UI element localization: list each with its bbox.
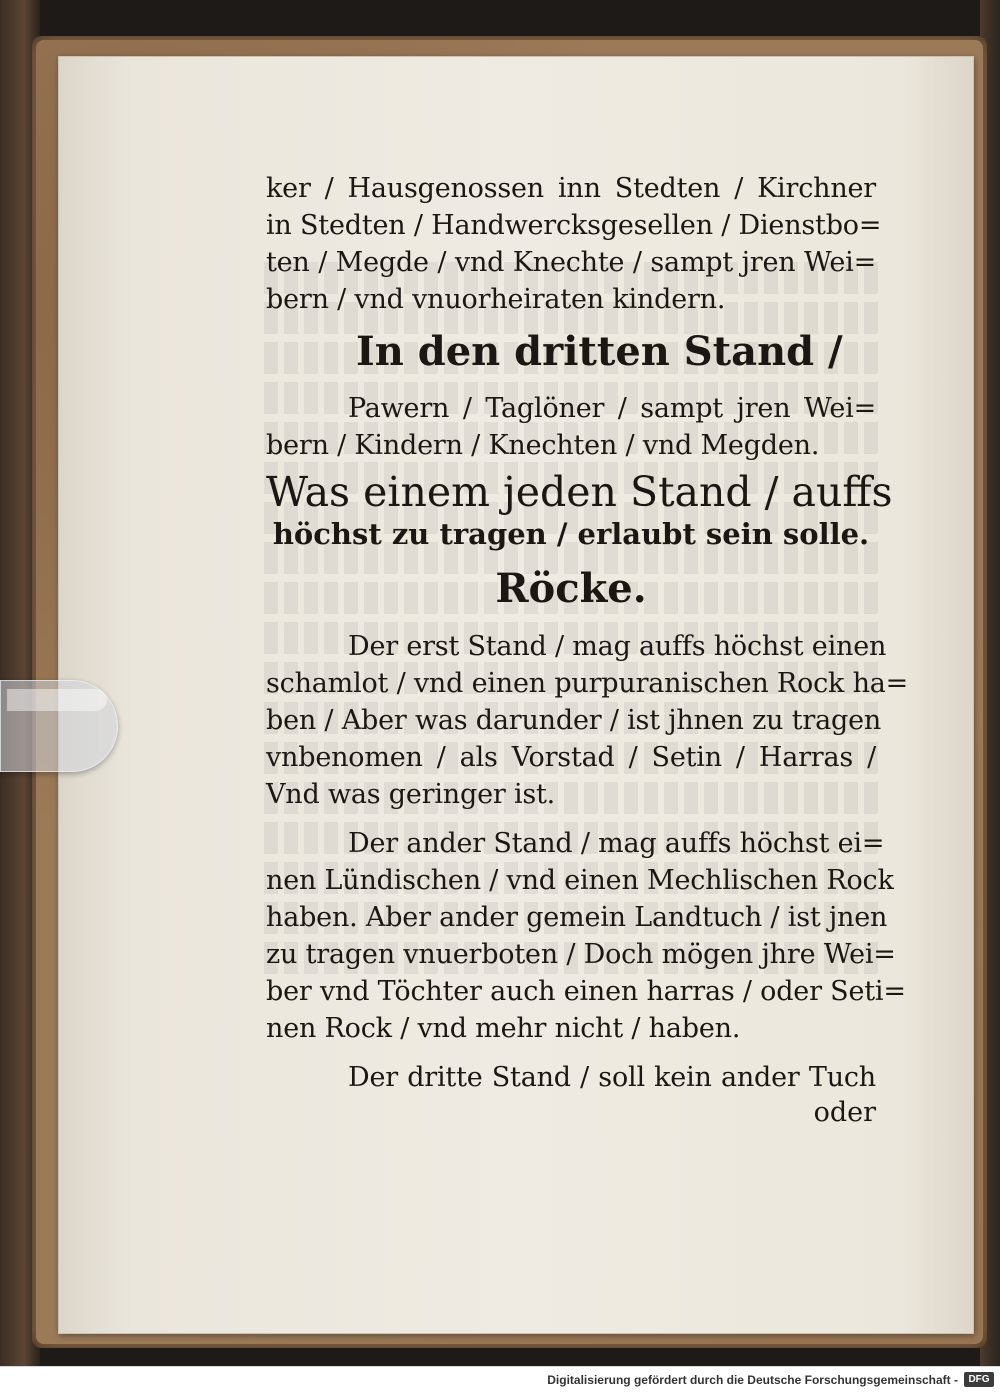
text-line: Der dritte Stand / soll kein ander Tuch <box>348 1062 876 1093</box>
heading-third-estate: In den dritten Stand / <box>356 328 843 375</box>
text-line: Pawern / Taglöner / sampt jren Wei= <box>348 393 876 424</box>
page-text <box>266 170 909 1130</box>
heading-allowed-line2: höchst zu tragen / erlaubt sein solle. <box>272 517 870 551</box>
text-line: bern / vnd vnuorheiraten kindern. <box>266 284 726 315</box>
funding-note: Digitalisierung gefördert durch die Deutsche Forschungsgemeinschaft - <box>547 1373 958 1387</box>
dfg-logo: DFG <box>964 1372 994 1387</box>
text-line: nen Lündischen / vnd einen Mechlischen Rock <box>266 865 894 896</box>
text-line: Vnd was geringer ist. <box>266 779 556 810</box>
catchword: oder <box>813 1097 876 1128</box>
page-clip-tab <box>0 680 118 772</box>
text-line: haben. Aber ander gemein Landtuch / ist jnen <box>266 902 888 933</box>
heading-coats: Röcke. <box>495 565 647 612</box>
text-line: ker / Hausgenossen inn Stedten / Kirchner <box>266 173 876 204</box>
text-line: vnbenomen / als Vorstad / Setin / Harras / <box>266 742 876 773</box>
text-line: zu tragen vnuerboten / Doch mögen jhre Wei= <box>266 939 896 970</box>
clip-highlight <box>7 689 107 711</box>
heading-allowed: Was einem jeden Stand / auffs <box>266 468 893 516</box>
text-line: ber vnd Töchter auch einen harras / oder Seti= <box>266 976 906 1007</box>
text-line: bern / Kindern / Knechten / vnd Megden. <box>266 430 820 461</box>
text-line: schamlot / vnd einen purpuranischen Rock ha= <box>266 668 909 699</box>
text-line: Der erst Stand / mag auffs höchst einen <box>348 631 887 662</box>
text-line: ben / Aber was darunder / ist jhnen zu tragen <box>266 705 882 736</box>
text-line: nen Rock / vnd mehr nicht / haben. <box>266 1013 741 1044</box>
text-line: ten / Megde / vnd Knechte / sampt jren Wei= <box>266 247 876 278</box>
footer-bar <box>0 1366 1000 1392</box>
text-line: Der ander Stand / mag auffs höchst ei= <box>348 828 885 859</box>
text-line: in Stedten / Handwercksgesellen / Dienstbo= <box>266 210 882 241</box>
